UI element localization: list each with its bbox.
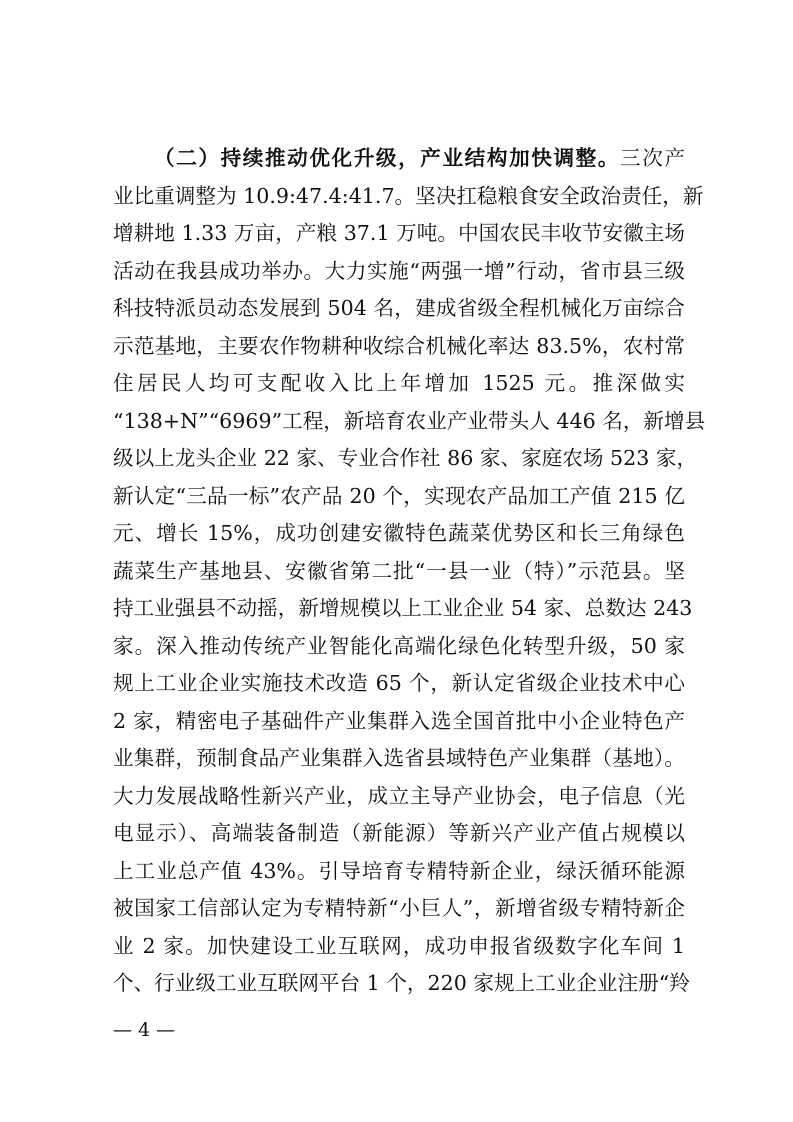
- text-line: 电显示）、高端装备制造（新能源）等新兴产业产值占规模以: [113, 821, 685, 845]
- text-line: 示范基地，主要农作物耕种收综合机械化率达 83.5%，农村常: [113, 333, 685, 358]
- text-line: 三次产: [620, 146, 686, 170]
- page-number: — 4 —: [113, 1019, 176, 1041]
- paragraph-first-line: [113, 140, 685, 178]
- text-line: 业集群，预制食品产业集群入选省县域特色产业集群（基地）。: [113, 746, 685, 770]
- text-line: 蔬菜生产基地县、安徽省第二批“一县一业（特）”示范县。坚: [113, 558, 685, 583]
- text-line: 个、行业级工业互联网平台 1 个，220 家规上工业企业注册“羚: [113, 971, 690, 995]
- text-line: 被国家工信部认定为专精特新“小巨人”，新增省级专精特新企: [113, 896, 685, 920]
- text-line: 规上工业企业实施技术改造 65 个，新认定省级企业技术中心: [113, 671, 685, 695]
- text-line: 2 家，精密电子基础件产业集群入选全国首批中小企业特色产: [113, 708, 685, 733]
- text-line: 上工业总产值 43%。引导培育专精特新企业，绿沃循环能源: [113, 858, 685, 883]
- text-line: 业 2 家。加快建设工业互联网，成功申报省级数字化车间 1: [113, 933, 685, 958]
- text-line: 新认定“三品一标”农产品 20 个，实现农产品加工产值 215 亿: [113, 483, 685, 508]
- text-line: 家。深入推动传统产业智能化高端化绿色化转型升级，50 家: [113, 633, 685, 658]
- text-line: 活动在我县成功举办。大力实施“两强一增”行动，省市县三级: [113, 258, 685, 283]
- text-line: 业比重调整为 10.9:47.4:41.7。坚决扛稳粮食安全政治责任，新: [113, 183, 704, 208]
- text-line: 科技特派员动态发展到 504 名，建成省级全程机械化万亩综合: [113, 296, 685, 320]
- body-text: [113, 140, 706, 1003]
- section-heading: （二）持续推动优化升级，产业结构加快调整。: [154, 146, 621, 170]
- text-line: 住居民人均可支配收入比上年增加 1525 元。推深做实: [113, 371, 685, 395]
- text-line: “138+N”“6969”工程，新培育农业产业带头人 446 名，新增县: [113, 408, 706, 433]
- text-line: 持工业强县不动摇，新增规模以上工业企业 54 家、总数达 243: [113, 596, 693, 620]
- text-line: 增耕地 1.33 万亩，产粮 37.1 万吨。中国农民丰收节安徽主场: [113, 221, 685, 245]
- text-line: 大力发展战略性新兴产业，成立主导产业协会，电子信息（光: [113, 783, 685, 808]
- text-line: 元、增长 15%，成功创建安徽特色蔬菜优势区和长三角绿色: [113, 521, 685, 545]
- text-line: 级以上龙头企业 22 家、专业合作社 86 家、家庭农场 523 家，: [113, 446, 698, 470]
